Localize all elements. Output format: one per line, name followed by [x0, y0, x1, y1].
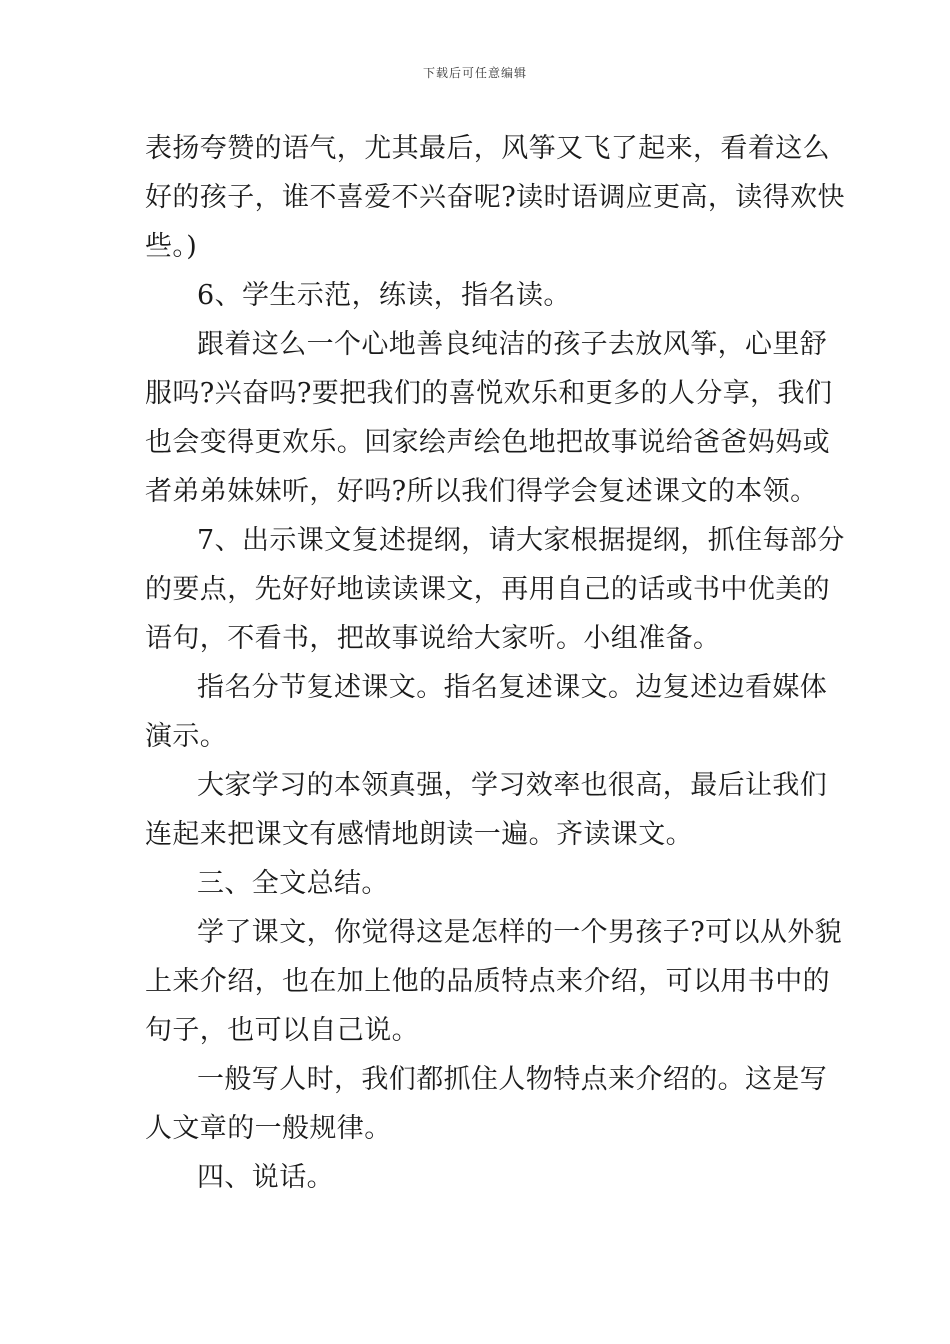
paragraph-line: 7、出示课文复述提纲，请大家根据提纲，抓住每部分 — [197, 525, 845, 556]
paragraph-line: 好的孩子，谁不喜爱不兴奋呢?读时语调应更高，读得欢快 — [145, 182, 845, 213]
paragraph-line: 表扬夸赞的语气，尤其最后，风筝又飞了起来，看着这么 — [145, 133, 830, 164]
paragraph-line: 大家学习的本领真强，学习效率也很高，最后让我们 — [197, 770, 828, 801]
section-heading: 四、说话。 — [197, 1162, 334, 1193]
paragraph-line: 句子，也可以自己说。 — [145, 1015, 419, 1046]
paragraph-line: 连起来把课文有感情地朗读一遍。齐读课文。 — [145, 819, 693, 850]
paragraph-line: 人文章的一般规律。 — [145, 1113, 392, 1144]
paragraph-line: 演示。 — [145, 721, 228, 752]
paragraph-line: 语句，不看书，把故事说给大家听。小组准备。 — [145, 623, 721, 654]
paragraph-line: 学了课文，你觉得这是怎样的一个男孩子?可以从外貌 — [197, 917, 843, 948]
paragraph-line: 的要点，先好好地读读课文，再用自己的话或书中优美的 — [145, 574, 830, 605]
paragraph-line: 6、学生示范，练读，指名读。 — [197, 280, 571, 311]
paragraph-line: 者弟弟妹妹听，好吗?所以我们得学会复述课文的本领。 — [145, 476, 818, 507]
paragraph-line: 一般写人时，我们都抓住人物特点来介绍的。这是写 — [197, 1064, 828, 1095]
section-heading: 三、全文总结。 — [197, 868, 389, 899]
page-header: 下载后可任意编辑 — [422, 66, 527, 80]
paragraph-line: 些。) — [145, 231, 198, 262]
paragraph-line: 服吗?兴奋吗?要把我们的喜悦欢乐和更多的人分享，我们 — [145, 378, 833, 409]
paragraph-line: 也会变得更欢乐。回家绘声绘色地把故事说给爸爸妈妈或 — [145, 427, 830, 458]
document-body — [145, 124, 845, 1202]
paragraph-line: 指名分节复述课文。指名复述课文。边复述边看媒体 — [197, 672, 828, 703]
paragraph-line: 上来介绍，也在加上他的品质特点来介绍，可以用书中的 — [145, 966, 830, 997]
paragraph-line: 跟着这么一个心地善良纯洁的孩子去放风筝，心里舒 — [197, 329, 828, 360]
